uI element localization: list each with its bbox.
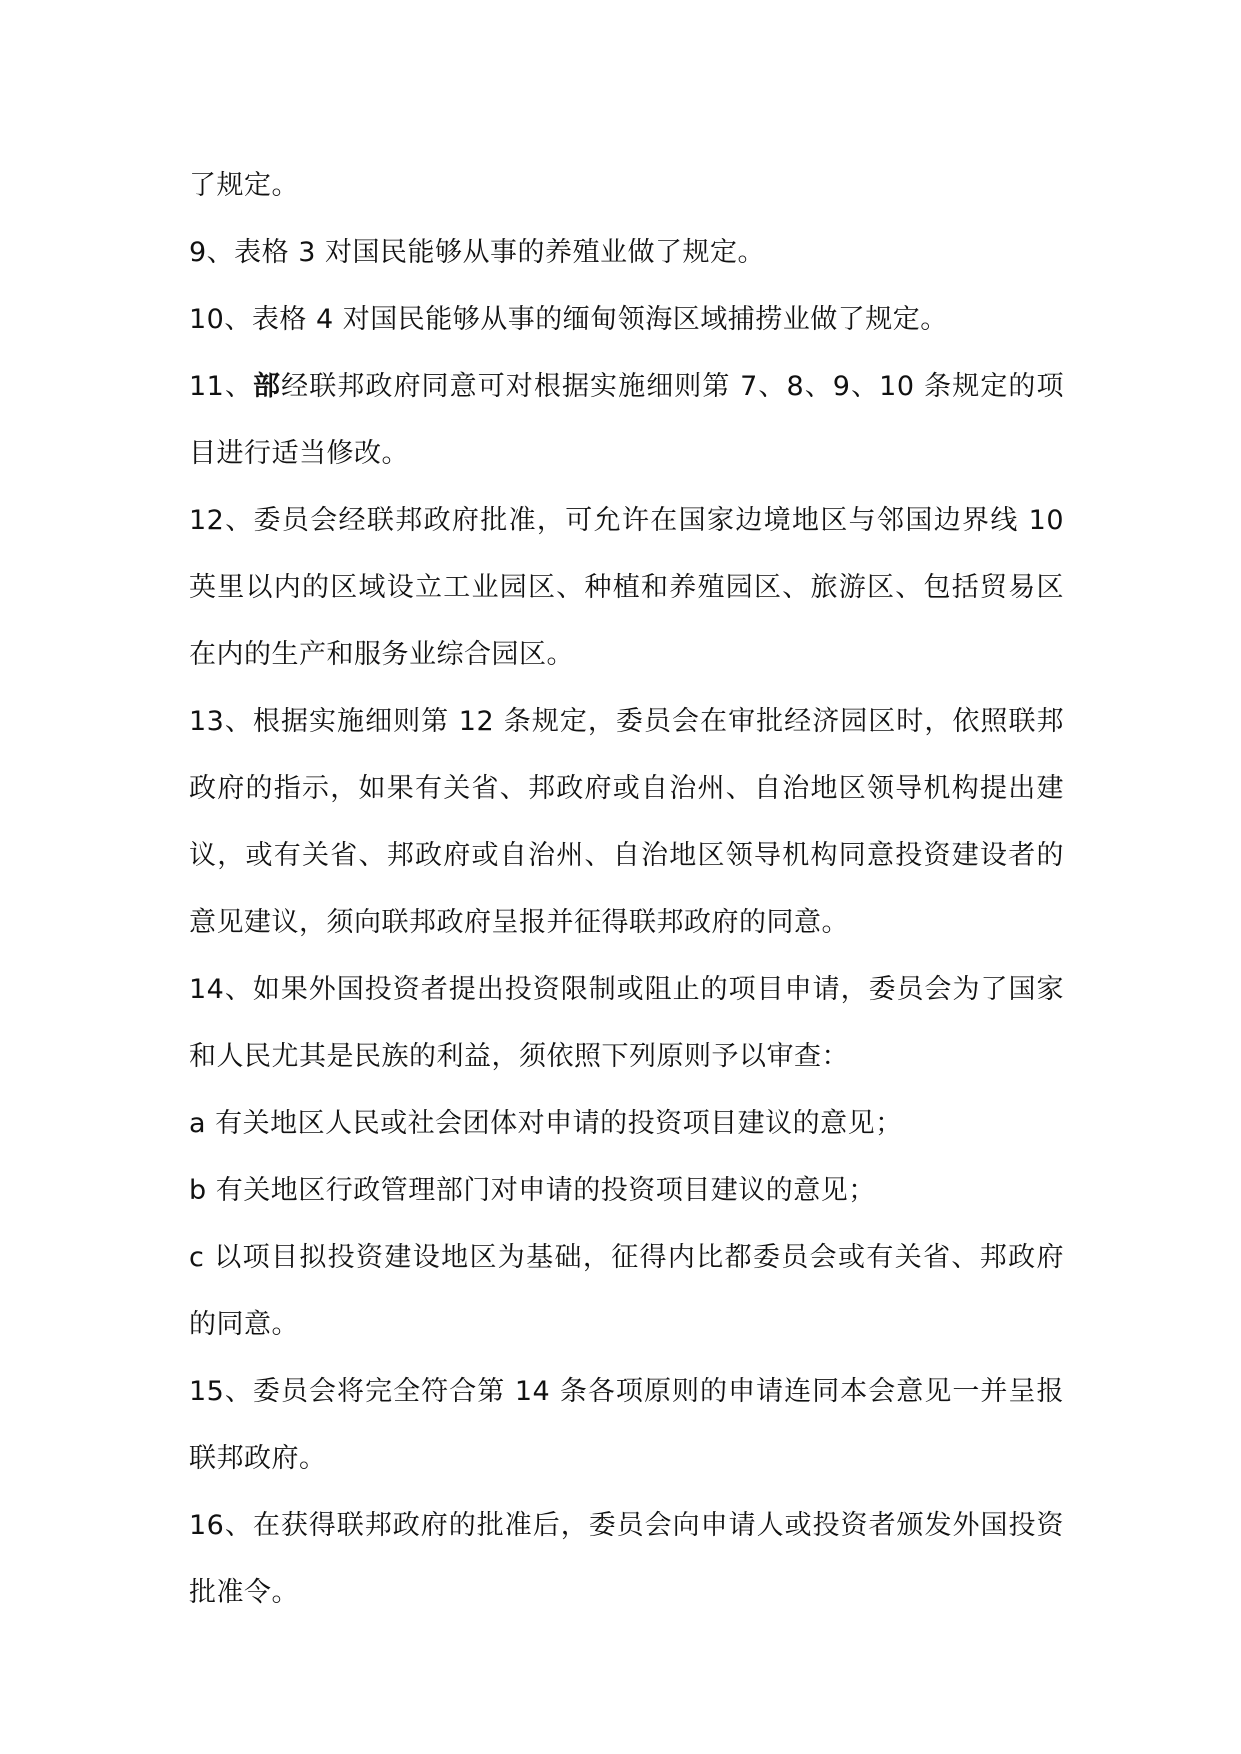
- paragraph-14: 14、如果外国投资者提出投资限制或阻止的项目申请，委员会为了国家和人民尤其是民族的利益，须依照下列原则予以审查：: [189, 974, 1064, 1072]
- paragraph-13: 13、根据实施细则第 12 条规定，委员会在审批经济园区时，依照联邦政府的指示，如果有关省、邦政府或自治州、自治地区领导机构提出建议，或有关省、邦政府或自治州、自治地区领导机构同意投资建设者的意见建议，须向联邦政府呈报并征得联邦政府的同意。: [189, 706, 1064, 938]
- paragraph-9: 9、表格 3 对国民能够从事的养殖业做了规定。: [189, 237, 766, 268]
- paragraph-11-prefix: 11、: [189, 371, 254, 402]
- paragraph-14-item-b: b 有关地区行政管理部门对申请的投资项目建议的意见；: [189, 1175, 876, 1206]
- paragraph-12: 12、委员会经联邦政府批准，可允许在国家边境地区与邻国边界线 10 英里以内的区域设立工业园区、种植和养殖园区、旅游区、包括贸易区在内的生产和服务业综合园区。: [189, 505, 1064, 670]
- paragraph-15: 15、委员会将完全符合第 14 条各项原则的申请连同本会意见一并呈报联邦政府。: [189, 1376, 1064, 1474]
- paragraph-10: 10、表格 4 对国民能够从事的缅甸领海区域捕捞业做了规定。: [189, 304, 948, 335]
- paragraph-continuation: 了规定。: [189, 170, 299, 201]
- paragraph-11-bold-word: 部: [253, 371, 282, 402]
- paragraph-11-text: 经联邦政府同意可对根据实施细则第 7、8、9、10 条规定的项目进行适当修改。: [189, 371, 1065, 469]
- document-body: [189, 152, 1064, 1626]
- paragraph-14-item-c: c 以项目拟投资建设地区为基础，征得内比都委员会或有关省、邦政府的同意。: [189, 1242, 1064, 1340]
- paragraph-16: 16、在获得联邦政府的批准后，委员会向申请人或投资者颁发外国投资批准令。: [189, 1510, 1064, 1608]
- paragraph-11: [189, 353, 1064, 487]
- paragraph-14-item-a: a 有关地区人民或社会团体对申请的投资项目建议的意见；: [189, 1108, 903, 1139]
